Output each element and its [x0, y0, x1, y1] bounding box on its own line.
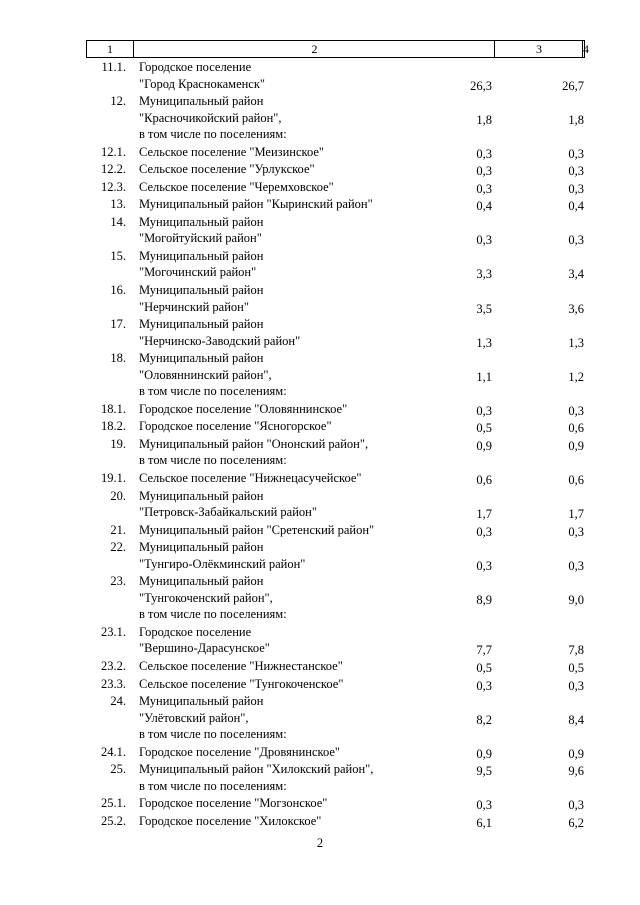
- row-name-line: Муниципальный район: [139, 283, 264, 297]
- value-col-3: 8,2: [476, 712, 492, 727]
- row-name-line: "Оловяннинский район",: [139, 367, 272, 382]
- row-name-line: Муниципальный район: [139, 694, 264, 708]
- header-col-4: 4: [583, 42, 589, 56]
- value-col-4: 0,3: [568, 181, 584, 196]
- table-row: [0, 179, 640, 196]
- table-row: [0, 248, 640, 281]
- value-col-4: 3,6: [568, 301, 584, 316]
- value-col-4: 26,7: [562, 78, 584, 93]
- row-name-line: Сельское поселение "Меизинское": [139, 144, 325, 159]
- table-row: [0, 744, 640, 761]
- row-name-line: Муниципальный район: [139, 351, 264, 366]
- row-name-line: "Нерчинский район": [139, 299, 249, 314]
- table-row: [0, 59, 640, 92]
- row-name-line: Городское поселение: [139, 60, 252, 74]
- value-col-4: 0,9: [568, 746, 584, 761]
- value-col-4: 0,3: [568, 403, 584, 418]
- row-number: 24.1.: [101, 744, 126, 759]
- table-row: [0, 144, 640, 161]
- table-row: [0, 418, 640, 435]
- value-col-4: 0,6: [568, 421, 584, 436]
- row-name-line: Сельское поселение "Черемховское": [139, 179, 334, 194]
- table-row: [0, 658, 640, 675]
- value-col-4: 0,4: [568, 199, 584, 214]
- header-col-1: 1: [107, 42, 113, 56]
- row-number: 12.1.: [101, 144, 126, 159]
- value-col-4: 0,3: [568, 798, 584, 813]
- table-row: [0, 350, 640, 400]
- value-col-3: 3,5: [476, 301, 492, 316]
- value-col-3: 7,7: [476, 643, 492, 658]
- table-row: [0, 573, 640, 623]
- row-number: 20.: [110, 488, 126, 503]
- value-col-3: 0,9: [476, 746, 492, 761]
- value-col-3: 1,1: [476, 369, 492, 384]
- table-header: [86, 40, 589, 58]
- row-name-line: Муниципальный район: [139, 574, 264, 589]
- table-row: [0, 401, 640, 418]
- value-col-3: 8,9: [476, 592, 492, 607]
- value-col-3: 0,6: [476, 473, 492, 487]
- table-row: [0, 214, 640, 247]
- row-name-line: Сельское поселение "Нижнецасучейское": [139, 471, 362, 485]
- row-number: 12.3.: [101, 179, 126, 194]
- page-number: 2: [316, 836, 324, 850]
- value-col-3: 6,1: [476, 815, 492, 830]
- value-col-4: 0,6: [568, 473, 584, 487]
- row-name-line: "Вершино-Дарасунское": [139, 641, 270, 656]
- row-name-line: "Красночикойский район",: [139, 110, 282, 125]
- row-number: 23.3.: [101, 676, 126, 691]
- row-name-line: Городское поселение: [139, 624, 252, 639]
- table-row: [0, 624, 640, 657]
- table-row: [0, 282, 640, 315]
- row-number: 18.: [110, 351, 126, 366]
- value-col-3: 1,8: [476, 112, 492, 127]
- row-name-line: Муниципальный район: [139, 248, 264, 263]
- table-row: [0, 196, 640, 213]
- value-col-4: 1,7: [568, 507, 584, 522]
- row-name-line: Муниципальный район: [139, 540, 264, 555]
- row-name-line: Муниципальный район "Сретенский район": [139, 522, 375, 537]
- row-name-line: Муниципальный район: [139, 317, 264, 332]
- row-number: 18.2.: [101, 419, 126, 434]
- row-number: 15.: [110, 248, 126, 263]
- row-number: 22.: [110, 540, 126, 555]
- value-col-3: 26,3: [470, 78, 492, 93]
- row-number: 23.: [110, 574, 126, 589]
- row-number: 11.1.: [101, 60, 126, 74]
- row-name-line: Муниципальный район: [139, 94, 264, 109]
- value-col-3: 0,4: [476, 199, 492, 214]
- table-row: [0, 488, 640, 521]
- row-name-line: Городское поселение "Хилокское": [139, 813, 322, 828]
- value-col-4: 9,6: [568, 764, 584, 779]
- table-row: [0, 761, 640, 794]
- value-col-3: 0,3: [476, 233, 492, 248]
- row-name-line: Городское поселение "Оловяннинское": [139, 401, 348, 416]
- row-name-line: в том числе по поселениям:: [139, 607, 287, 622]
- row-number: 25.2.: [101, 813, 126, 828]
- table-row: [0, 693, 640, 743]
- table-row: [0, 813, 640, 830]
- row-name-line: Муниципальный район: [139, 488, 264, 503]
- value-col-3: 0,3: [476, 798, 492, 813]
- row-number: 23.1.: [101, 624, 126, 639]
- table-row: [0, 522, 640, 539]
- row-name-line: "Нерчинско-Заводский район": [139, 333, 301, 348]
- value-col-4: 8,4: [568, 712, 584, 727]
- value-col-3: 0,5: [476, 661, 492, 675]
- value-col-3: 1,7: [476, 507, 492, 522]
- row-name-line: "Могойтуйский район": [139, 231, 262, 246]
- row-number: 13.: [110, 197, 126, 212]
- row-name-line: "Петровск-Забайкальский район": [139, 505, 317, 520]
- row-name-line: Городское поселение "Могзонское": [139, 796, 328, 811]
- value-col-4: 1,3: [568, 335, 584, 350]
- row-name-line: "Тунгиро-Олёкминский район": [139, 556, 306, 571]
- row-name-line: Муниципальный район "Хилокский район",: [139, 762, 374, 777]
- row-number: 25.1.: [101, 796, 126, 811]
- value-col-4: 0,3: [568, 678, 584, 693]
- value-col-3: 0,3: [476, 164, 492, 179]
- value-col-4: 6,2: [568, 815, 584, 830]
- table-row: [0, 93, 640, 143]
- row-name-line: "Тунгокоченский район",: [139, 590, 273, 605]
- row-number: 21.: [110, 522, 126, 537]
- row-name-line: в том числе по поселениям:: [139, 384, 287, 399]
- row-number: 19.: [110, 436, 126, 451]
- header-col-3: 3: [494, 41, 583, 57]
- row-name-line: в том числе по поселениям:: [139, 727, 287, 742]
- table-row: [0, 161, 640, 178]
- value-col-3: 0,5: [476, 421, 492, 436]
- row-name-line: Городское поселение "Дровянинское": [139, 744, 341, 759]
- row-number: 12.: [110, 94, 126, 109]
- value-col-3: 0,9: [476, 438, 492, 453]
- row-number: 24.: [110, 694, 126, 708]
- value-col-3: 0,3: [476, 558, 492, 573]
- value-col-3: 0,3: [476, 524, 492, 539]
- row-name-line: Сельское поселение "Урлукское": [139, 162, 315, 177]
- value-col-4: 3,4: [568, 267, 584, 282]
- row-name-line: Муниципальный район "Кыринский район": [139, 197, 373, 212]
- row-name-line: Муниципальный район "Ононский район",: [139, 436, 369, 451]
- row-name-line: в том числе по поселениям:: [139, 453, 287, 468]
- table-row: [0, 676, 640, 693]
- row-number: 19.1.: [101, 471, 126, 485]
- value-col-4: 0,5: [568, 661, 584, 675]
- row-name-line: в том числе по поселениям:: [139, 778, 287, 793]
- table-row: [0, 539, 640, 572]
- value-col-4: 0,3: [568, 164, 584, 179]
- value-col-3: 3,3: [476, 267, 492, 282]
- value-col-4: 1,8: [568, 112, 584, 127]
- row-number: 16.: [110, 283, 126, 297]
- row-name-line: в том числе по поселениям:: [139, 127, 287, 142]
- value-col-4: 1,2: [568, 369, 584, 384]
- row-number: 14.: [110, 214, 126, 229]
- row-number: 23.2.: [101, 659, 126, 673]
- value-col-3: 0,3: [476, 403, 492, 418]
- row-number: 17.: [110, 317, 126, 332]
- row-number: 25.: [110, 762, 126, 777]
- header-col-2: 2: [133, 41, 495, 57]
- table-row: [0, 795, 640, 812]
- value-col-4: 0,9: [568, 438, 584, 453]
- value-col-4: 7,8: [568, 643, 584, 658]
- row-name-line: "Могочинский район": [139, 265, 257, 280]
- row-name-line: Городское поселение "Ясногорское": [139, 419, 332, 434]
- value-col-3: 0,3: [476, 181, 492, 196]
- value-col-4: 0,3: [568, 233, 584, 248]
- value-col-4: 0,3: [568, 558, 584, 573]
- value-col-3: 0,3: [476, 146, 492, 161]
- value-col-4: 0,3: [568, 146, 584, 161]
- value-col-4: 0,3: [568, 524, 584, 539]
- row-name-line: Сельское поселение "Нижнестанское": [139, 659, 343, 673]
- row-number: 12.2.: [101, 162, 126, 177]
- table-row: [0, 316, 640, 349]
- table-row: [0, 436, 640, 469]
- table-row: [0, 470, 640, 487]
- value-col-3: 0,3: [476, 678, 492, 693]
- row-name-line: Сельское поселение "Тунгокоченское": [139, 676, 344, 691]
- row-number: 18.1.: [101, 401, 126, 416]
- value-col-3: 9,5: [476, 764, 492, 779]
- value-col-3: 1,3: [476, 335, 492, 350]
- row-name-line: "Улётовский район",: [139, 710, 249, 725]
- row-name-line: Муниципальный район: [139, 214, 264, 229]
- value-col-4: 9,0: [568, 592, 584, 607]
- row-name-line: "Город Краснокаменск": [139, 76, 266, 91]
